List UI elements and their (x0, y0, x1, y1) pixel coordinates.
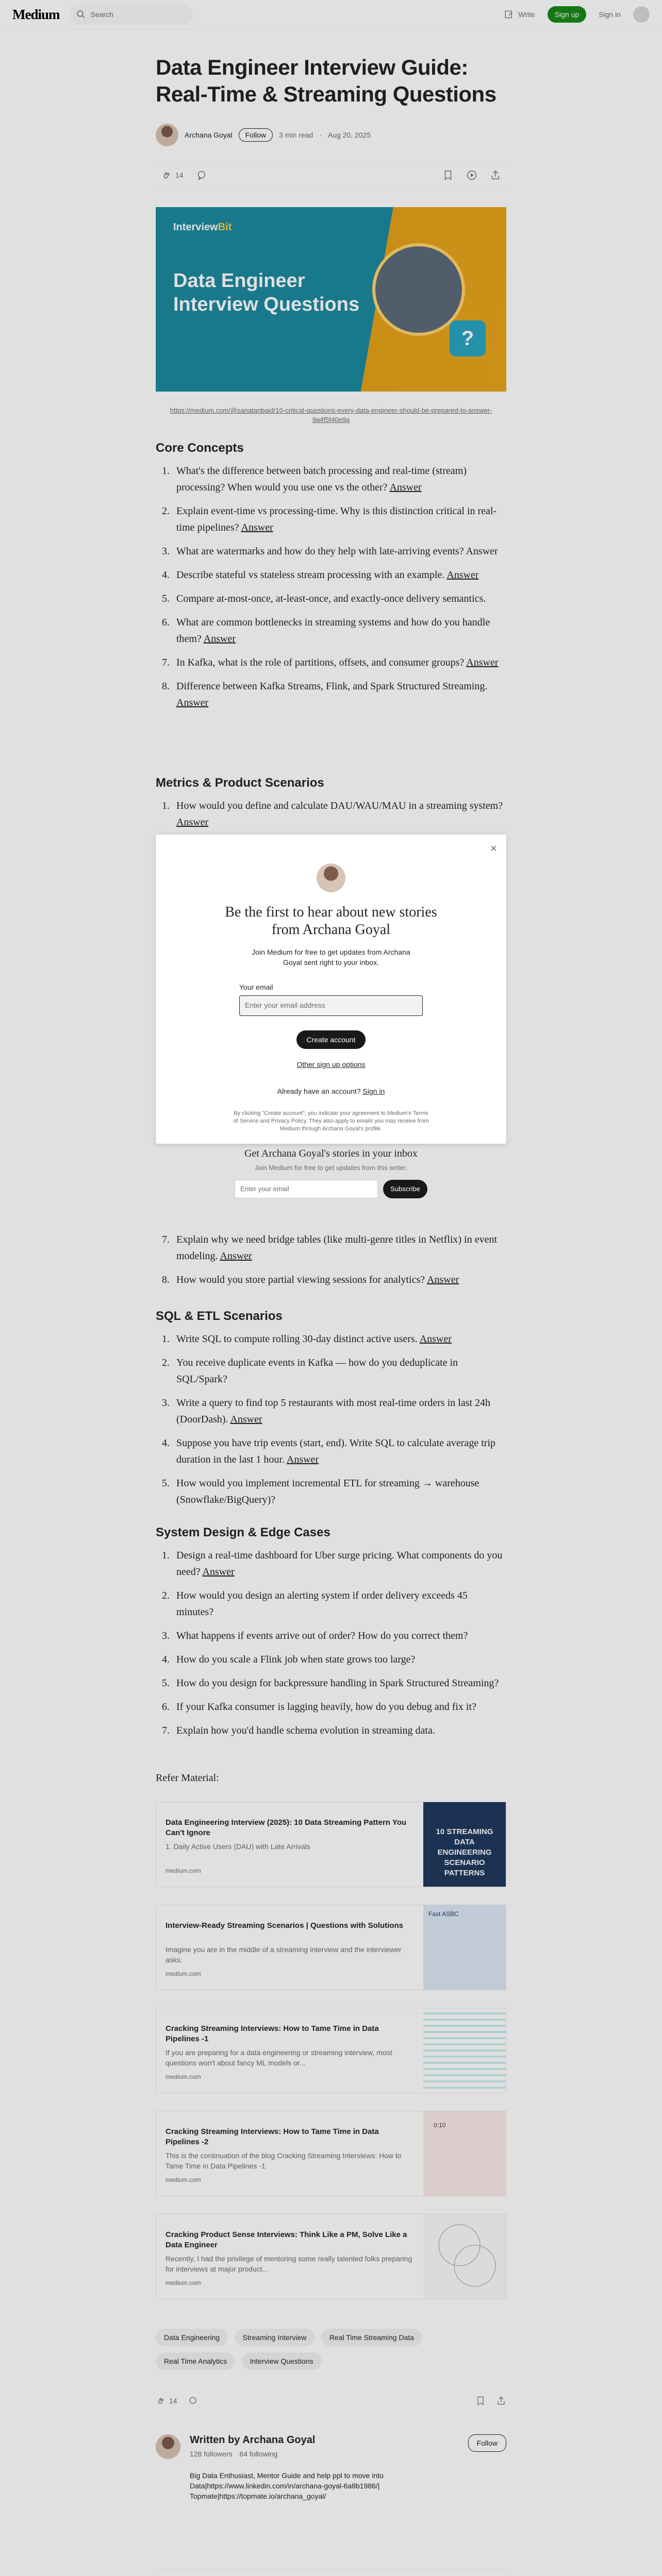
tag[interactable]: Real Time Streaming Data (321, 2329, 422, 2346)
list-item: 1. How would you define and calculate DAU/WAU/MAU in a streaming system? Answer (172, 798, 506, 831)
card-thumbnail: 10 STREAMING DATA ENGINEERING SCENARIO PATTERNS (423, 1802, 506, 1887)
clap-button[interactable]: 14 (156, 2396, 177, 2406)
subscribe-strip (156, 1148, 506, 1198)
medium-logo[interactable]: Medium (12, 6, 60, 22)
answer-link[interactable]: Answer (203, 633, 236, 645)
link-card[interactable]: Data Engineering Interview (2025): 10 Data Streaming Pattern You Can't Ignore 1. Daily Active Users (DAU) with Late Arrivals medium.com 10 STREAMING DATA ENGINEERING SCENARIO PATTERNS (156, 1802, 506, 1887)
read-time: 3 min read (279, 131, 313, 139)
list-item: 7. Explain why we need bridge tables (like multi-genre titles in Netflix) in event modeling. Answer (172, 1231, 506, 1264)
list-item: 6. What are common bottlenecks in streaming systems and how do you handle them? Answer (172, 614, 506, 647)
hero-heading: Data Engineer Interview Questions (173, 270, 360, 315)
search-placeholder: Search (90, 10, 113, 19)
follow-button[interactable]: Follow (239, 128, 273, 142)
section-heading-sql: SQL & ETL Scenarios (156, 1309, 283, 1323)
answer-link[interactable]: Answer (230, 1414, 262, 1425)
list-item: 5. Compare at-most-once, at-least-once, and exactly-once delivery semantics. (172, 590, 506, 607)
list-item: 1. Design a real-time dashboard for Uber surge pricing. What components do you need? Answer (172, 1547, 506, 1580)
question-bubble-icon: ? (450, 320, 486, 357)
publish-date: Aug 20, 2025 (327, 131, 371, 139)
signin-link[interactable]: Sign in (599, 10, 621, 19)
refer-material-label: Refer Material: (156, 1772, 219, 1784)
subscribe-modal (156, 835, 506, 1144)
answer-link[interactable]: Answer (389, 482, 422, 493)
answer-link[interactable]: Answer (176, 817, 209, 828)
already-have-account: Already have an account? Sign in (277, 1087, 385, 1095)
follow-button[interactable]: Follow (468, 2434, 506, 2452)
list-item: 5. How would you implement incremental ETL for streaming → warehouse (Snowflake/BigQuery)? (172, 1475, 506, 1508)
list-item: 5. How do you design for backpressure handling in Spark Structured Streaming? (172, 1675, 506, 1691)
clap-count: 14 (175, 171, 184, 179)
list-item: 2. Explain event-time vs processing-time. Why is this distinction critical in real-time pipelines? Answer (172, 503, 506, 536)
email-field[interactable]: Enter your email address (239, 995, 423, 1016)
list-item: 3. Write a query to find top 5 restaurants with most real-time orders in last 24h (DoorDash). Answer (172, 1395, 506, 1428)
modal-heading: Be the first to hear about new stories from Archana Goyal (225, 904, 437, 938)
modal-subtext: Join Medium for free to get updates from Archana Goyal sent right to your inbox. (252, 948, 410, 967)
article-title: Data Engineer Interview Guide: Real-Time & Streaming Questions (156, 55, 496, 106)
section-heading-design: System Design & Edge Cases (156, 1526, 330, 1539)
list-item: 7. In Kafka, what is the role of partitions, offsets, and consumer groups? Answer (172, 654, 506, 671)
list-item: 6. If your Kafka consumer is lagging heavily, how do you debug and fix it? (172, 1699, 506, 1715)
list-item: 4. Suppose you have trip events (start, end). Write SQL to calculate average trip duration in the last 1 hour. Answer (172, 1435, 506, 1468)
link-card[interactable]: Cracking Streaming Interviews: How to Tame Time in Data Pipelines -1 If you are preparing for a data engineering or streaming interview, most questions won't about fancy ML models or... medium.com (156, 2008, 506, 2093)
tag[interactable]: Streaming Interview (235, 2329, 315, 2346)
section-heading-metrics: Metrics & Product Scenarios (156, 776, 324, 790)
close-icon[interactable]: × (490, 842, 497, 855)
subscribe-title: Get Archana Goyal's stories in your inbox (244, 1148, 418, 1159)
answer-link[interactable]: Answer (446, 569, 479, 581)
write-label: Write (518, 10, 535, 19)
card-thumbnail: 0:10 (423, 2111, 506, 2196)
email-label: Your email (239, 983, 273, 991)
list-item: 4. How do you scale a Flink job when state grows too large? (172, 1651, 506, 1668)
answer-link[interactable]: Answer (176, 697, 209, 708)
list-item: 8. How would you store partial viewing sessions for analytics? Answer (172, 1272, 506, 1288)
list-item: 7. Explain how you'd handle schema evolution in streaming data. (172, 1722, 506, 1739)
written-by[interactable]: Written by Archana Goyal (190, 2434, 316, 2446)
list-item: 2. How would you design an alerting system if order delivery exceeds 45 minutes? (172, 1587, 506, 1620)
other-signup-link[interactable]: Other sign up options (296, 1060, 366, 1069)
subscribe-button[interactable]: Subscribe (383, 1180, 427, 1198)
list-item: 8. Difference between Kafka Streams, Flink, and Spark Structured Streaming. Answer (172, 678, 506, 711)
answer-link[interactable]: Answer (286, 1454, 319, 1465)
create-account-button[interactable]: Create account (296, 1030, 366, 1049)
subscribe-email-input[interactable]: Enter your email (235, 1180, 378, 1198)
author-name[interactable]: Archana Goyal (185, 131, 233, 139)
modal-signin-link[interactable]: Sign in (362, 1087, 385, 1095)
tag[interactable]: Data Engineering (156, 2329, 228, 2346)
list-item: 1. Write SQL to compute rolling 30-day distinct active users. Answer (172, 1331, 506, 1347)
byline-separator: · (319, 131, 322, 139)
image-caption-link[interactable]: https://medium.com/@sanatanbaid/10-critical-questions-every-data-engineer-should-be-prepared-to-answer-9a4f5f40e9a (170, 406, 492, 423)
modal-legal: By clicking "Create account", you indicate your agreement to Medium's Terms of Service and Privacy Policy. They also apply to emails you may receive from Medium through Archana Goyal's profile. (233, 1110, 429, 1132)
link-card[interactable]: Cracking Product Sense Interviews: Think Like a PM, Solve Like a Data Engineer Recently, I had the privilege of mentoring some really talented folks preparing for interviews at major product... medium.com (156, 2214, 506, 2299)
list-item: 3. What happens if events arrive out of order? How do you correct them? (172, 1628, 506, 1644)
signup-button[interactable]: Sign up (548, 6, 586, 23)
list-item: 2. You receive duplicate events in Kafka — how do you deduplicate in SQL/Spark? (172, 1354, 506, 1387)
author-avatar (317, 863, 345, 892)
list-item: 1. What's the difference between batch processing and real-time (stream) processing? When would you use one vs the other? Answer (172, 463, 506, 496)
tag[interactable]: Interview Questions (242, 2352, 322, 2370)
tag[interactable]: Real Time Analytics (156, 2352, 235, 2370)
list-item: 4. Describe stateful vs stateless stream processing with an example. Answer (172, 567, 506, 583)
subscribe-sub: Join Medium for free to get updates from this writer. (254, 1164, 408, 1172)
author-bio: Big Data Enthusiast, Mentor Guide and help ppl to move into Data|https://www.linkedin.com/in/archana-goyal-6a8b1986/| Topmate|https://topmate.io/archana_goyal/ (190, 2471, 384, 2500)
list-item: 3. What are watermarks and how do they help with late-arriving events? Answer (172, 543, 506, 560)
answer-link[interactable]: Answer (466, 657, 499, 668)
answer-link[interactable]: Answer (241, 522, 273, 533)
answer-link[interactable]: Answer (419, 1333, 452, 1345)
card-thumbnail: Fast ASBC (423, 1905, 506, 1990)
hero-brand: InterviewBit (173, 222, 232, 233)
answer-link[interactable]: Answer (220, 1250, 252, 1262)
link-card[interactable]: Interview-Ready Streaming Scenarios | Questions with Solutions Imagine you are in the middle of a streaming interview and the interviewer asks: medium.com Fast ASBC (156, 1905, 506, 1990)
answer-link[interactable]: Answer (202, 1566, 235, 1578)
answer-link[interactable]: Answer (427, 1274, 459, 1285)
link-card[interactable]: Cracking Streaming Interviews: How to Tame Time in Data Pipelines -2 This is the continuation of the blog Cracking Streaming Interviews: How to Tame Time in Data Pipelines -1 medium.com 0:10 (156, 2111, 506, 2196)
author-stats: 128 followers 64 following (190, 2450, 278, 2458)
section-heading-core: Core Concepts (156, 441, 244, 455)
